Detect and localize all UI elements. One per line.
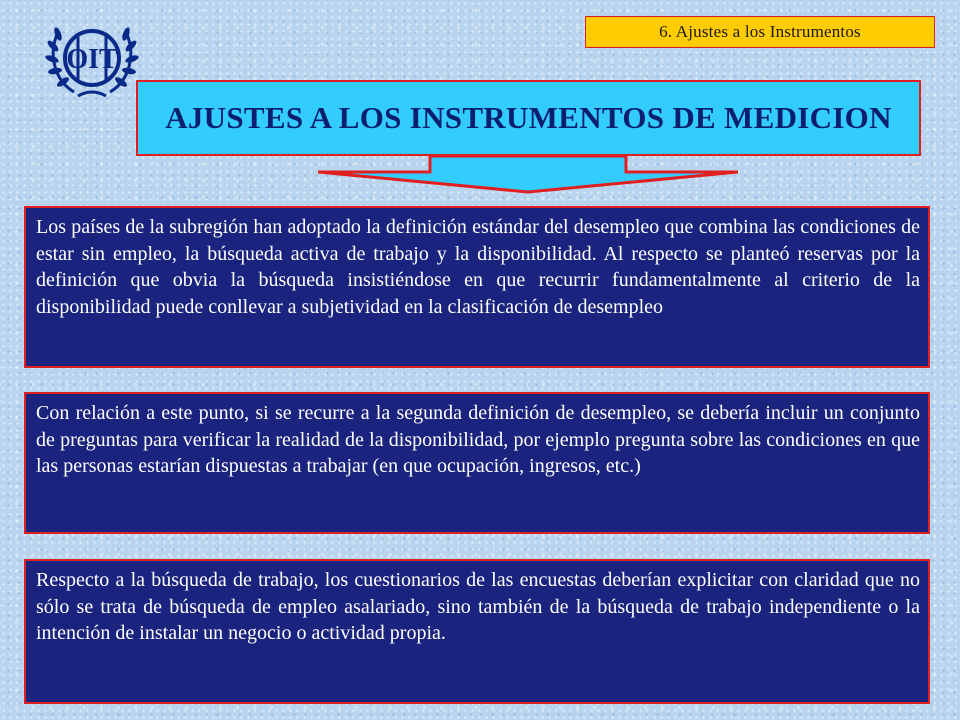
oit-logo — [44, 10, 140, 102]
section-tag: 6. Ajustes a los Instrumentos — [585, 16, 935, 48]
logo-text: OIT — [66, 44, 118, 75]
paragraph-definition: Los países de la subregión han adoptado la definición estándar del desempleo que combina las condiciones de estar sin empleo, la búsqueda activa de trabajo y la disponibilidad. Al respecto se planteó reservas por la definición que obvia la búsqueda insistiéndose en que recurrir fundamentalmente al criterio de la disponibilidad puede conllevar a subjetividad en la clasificación de desempleo — [24, 206, 930, 368]
down-arrow-icon — [318, 154, 738, 194]
page-title: AJUSTES A LOS INSTRUMENTOS DE MEDICION — [136, 80, 921, 156]
paragraph-job-search: Respecto a la búsqueda de trabajo, los cuestionarios de las encuestas deberían explicitar con claridad que no sólo se trata de búsqueda de empleo asalariado, sino también de la búsqueda de trabajo independiente o la intención de instalar un negocio o actividad propia. — [24, 559, 930, 704]
paragraph-availability: Con relación a este punto, si se recurre a la segunda definición de desempleo, se debería incluir un conjunto de preguntas para verificar la realidad de la disponibilidad, por ejemplo pregunta sobre las condiciones en que las personas estarían dispuestas a trabajar (en que ocupación, ingresos, etc.) — [24, 392, 930, 534]
